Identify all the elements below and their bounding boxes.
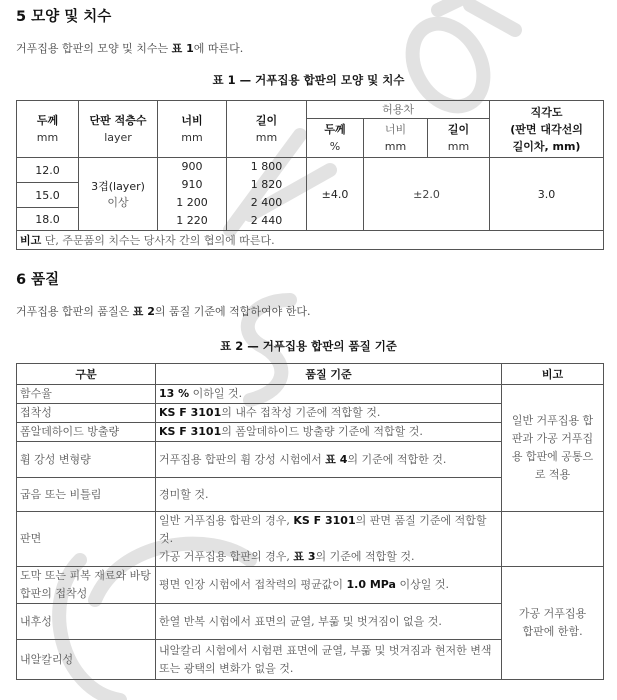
table-1-caption: 표 1 — 거푸집용 합판의 모양 및 치수	[212, 73, 405, 87]
section-5-paragraph	[16, 40, 243, 56]
para-text: 의 품질 기준에 적합하여야 한다.	[154, 305, 311, 318]
header-remark: 비고	[502, 364, 604, 385]
criteria-cell: 거푸집용 합판의 휨 강성 시험에서 표 4의 기준에 적합한 것.	[156, 442, 502, 478]
item-cell: 폼알데하이드 방출량	[17, 423, 156, 442]
criteria-cell: 내알칼리 시험에서 시험편 표면에 균열, 부풂 및 벗겨짐과 현저한 변색 또는 광택의 변화가 없을 것.	[156, 640, 502, 680]
table-2-quality	[16, 363, 604, 680]
criteria-cell: 경미할 것.	[156, 478, 502, 512]
criteria-cell: 평면 인장 시험에서 접착력의 평균값이 1.0 MPa 이상일 것.	[156, 567, 502, 604]
section-5-heading: 5 모양 및 치수	[16, 9, 112, 25]
thickness-value: 15.0	[17, 183, 79, 208]
item-cell: 접착성	[17, 404, 156, 423]
table-1-dimensions	[16, 100, 604, 250]
width-values: 900 910 1 200 1 220	[158, 158, 227, 231]
length-values: 1 800 1 820 2 400 2 440	[227, 158, 307, 231]
item-cell: 굽음 또는 비틀림	[17, 478, 156, 512]
table-1-note: 비고 단, 주문품의 치수는 당사자 간의 협의에 따른다.	[17, 231, 604, 250]
header-thickness: 두께 mm	[17, 101, 79, 158]
header-tol-thickness: 두께 %	[307, 119, 364, 158]
criteria-cell: 한열 반복 시험에서 표면의 균열, 부풂 및 벗겨짐이 없을 것.	[156, 604, 502, 640]
item-cell: 함수율	[17, 385, 156, 404]
squareness-value: 3.0	[490, 158, 604, 231]
tol-width-length-value: ±2.0	[364, 158, 490, 231]
header-tol-width: 너비 mm	[364, 119, 428, 158]
header-layers: 단판 적층수 layer	[79, 101, 158, 158]
item-cell: 내알칼리성	[17, 640, 156, 680]
table-ref: 표 1	[171, 42, 194, 55]
criteria-cell: 13 % 이하일 것.	[156, 385, 502, 404]
item-cell: 휨 강성 변형량	[17, 442, 156, 478]
section-6-paragraph	[16, 303, 310, 319]
thickness-value: 12.0	[17, 158, 79, 183]
header-width: 너비 mm	[158, 101, 227, 158]
layers-value: 3겹(layer) 이상	[79, 158, 158, 231]
item-cell: 판면	[17, 512, 156, 567]
table-ref: 표 2	[132, 305, 155, 318]
item-cell: 도막 또는 피복 재료와 바탕 합판의 접착성	[17, 567, 156, 604]
remark-processed: 가공 거푸집용 합판에 한함.	[502, 567, 604, 680]
para-text: 에 따른다.	[193, 42, 244, 55]
tol-thickness-value: ±4.0	[307, 158, 364, 231]
header-tol-length: 길이 mm	[428, 119, 490, 158]
criteria-cell: KS F 3101의 내수 접착성 기준에 적합할 것.	[156, 404, 502, 423]
header-length: 길이 mm	[227, 101, 307, 158]
item-cell: 내후성	[17, 604, 156, 640]
thickness-value: 18.0	[17, 208, 79, 231]
table-2-caption: 표 2 — 거푸집용 합판의 품질 기준	[220, 339, 397, 353]
criteria-cell: 일반 거푸집용 합판의 경우, KS F 3101의 판면 품질 기준에 적합할 것. 가공 거푸집용 합판의 경우, 표 3의 기준에 적합할 것.	[156, 512, 502, 567]
remark-general: 일반 거푸집용 합판과 가공 거푸집용 합판에 공통으로 적용	[502, 385, 604, 512]
remark-empty	[502, 512, 604, 567]
section-6-heading: 6 품질	[16, 272, 60, 288]
para-text: 거푸집용 합판의 모양 및 치수는	[16, 42, 172, 55]
header-tolerance: 허용차	[307, 101, 490, 119]
header-squareness: 직각도 (판면 대각선의 길이차, mm)	[490, 101, 604, 158]
header-criteria: 품질 기준	[156, 364, 502, 385]
header-category: 구분	[17, 364, 156, 385]
para-text: 거푸집용 합판의 품질은	[16, 305, 133, 318]
criteria-cell: KS F 3101의 폼알데하이드 방출량 기준에 적합할 것.	[156, 423, 502, 442]
